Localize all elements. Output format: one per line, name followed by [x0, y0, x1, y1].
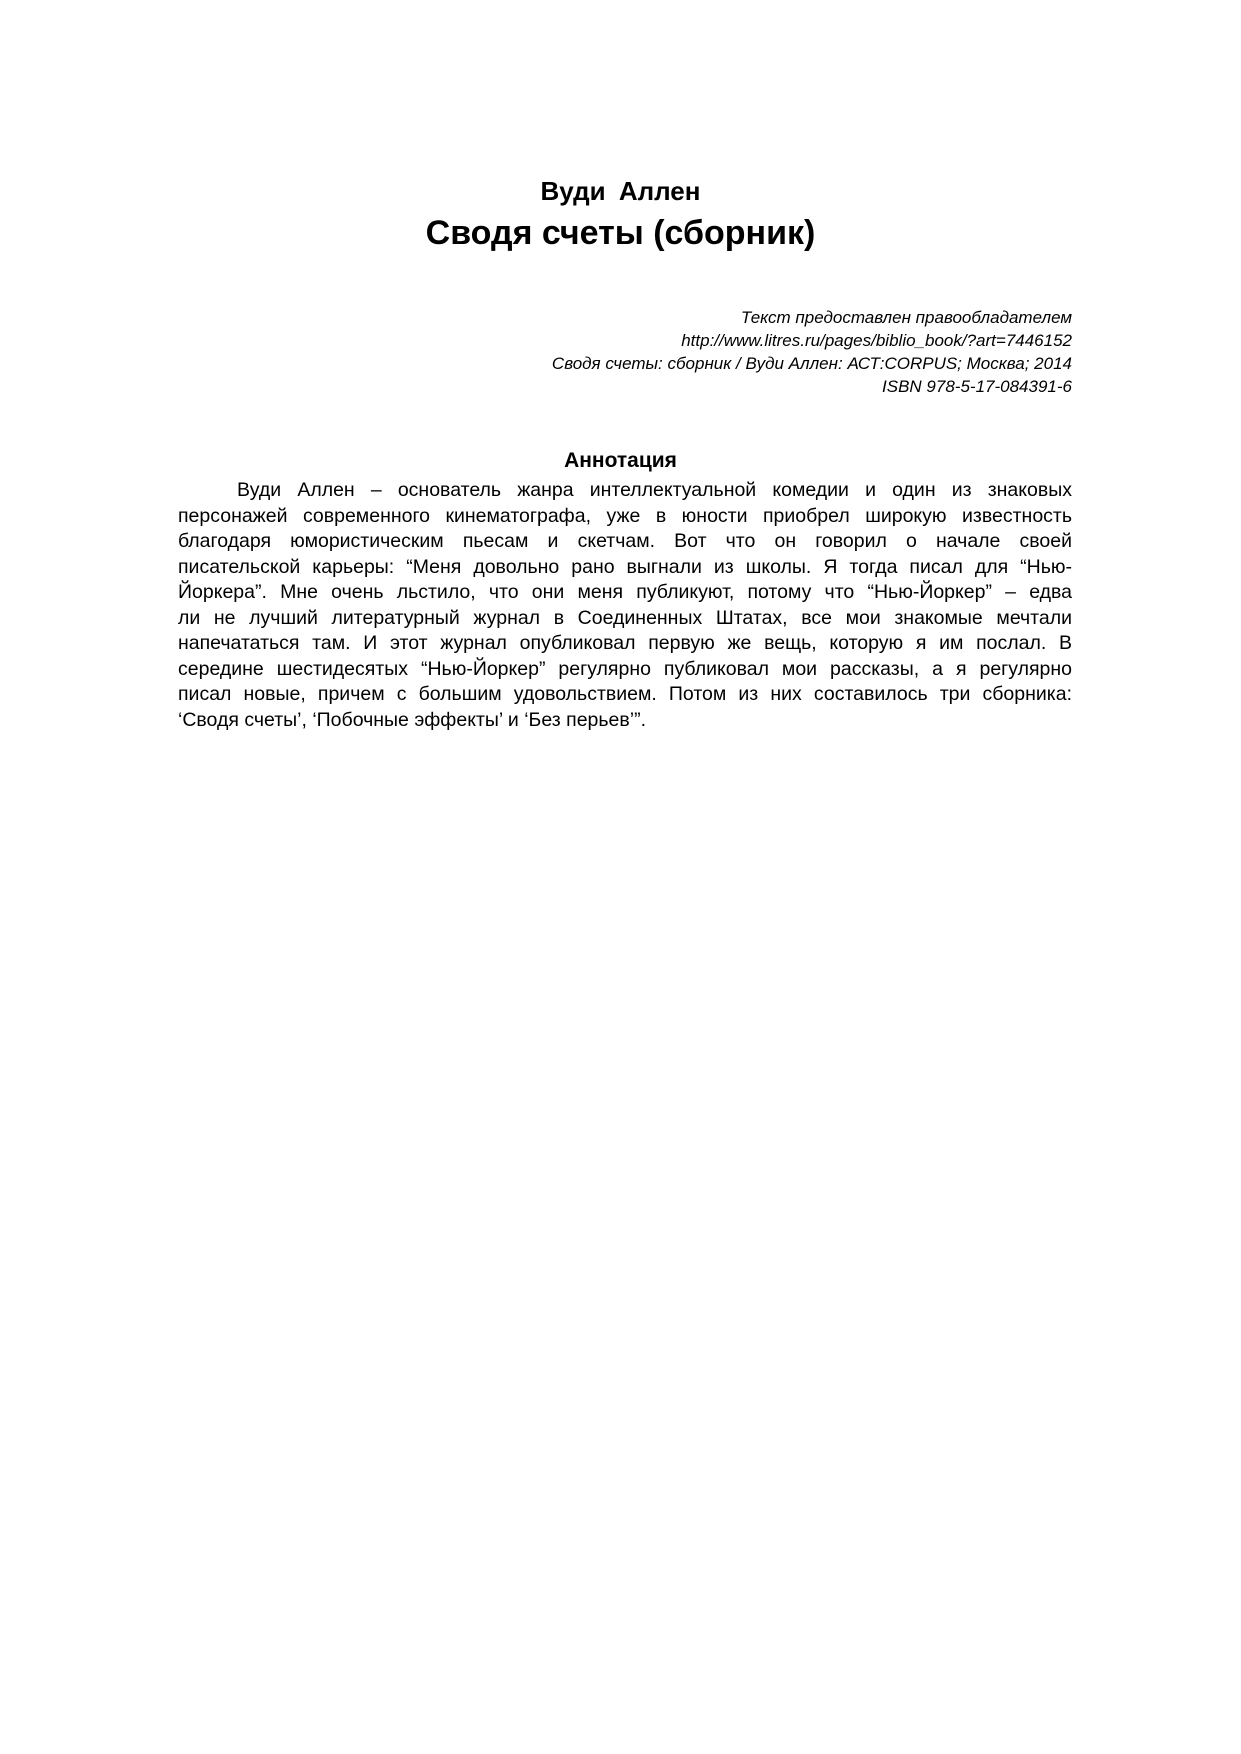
annotation-line: Йоркера”. Мне очень льстило, что они меня публикуют, потому что “Нью-Йоркер” – едва: [178, 581, 1072, 603]
annotation-line: ‘Сводя счеты’, ‘Побочные эффекты’ и ‘Без перьев’”.: [178, 708, 646, 731]
rights-holder-note: Текст предоставлен правообладателем: [740, 308, 1072, 327]
book-author: Вуди Аллен: [540, 176, 701, 206]
publication-info: [552, 306, 1072, 398]
annotation-line: середине шестидесятых “Нью-Йоркер” регулярно публиковал мои рассказы, а я регулярно: [178, 657, 1072, 680]
isbn: ISBN 978-5-17-084391-6: [882, 377, 1072, 396]
bibliographic-record: Сводя счеты: сборник / Вуди Аллен: АСТ:CORPUS; Москва; 2014: [551, 354, 1072, 373]
annotation-line: ли не лучший литературный журнал в Соединенных Штатах, все мои знакомые мечтали: [178, 606, 1072, 629]
annotation-text: [178, 478, 1072, 733]
annotation-heading: Аннотация: [564, 449, 677, 472]
annotation-line: персонажей современного кинематографа, уже в юности приобрел широкую известность: [178, 504, 1072, 527]
source-url: http://www.litres.ru/pages/biblio_book/?art=7446152: [681, 331, 1072, 350]
annotation-line: писал новые, причем с большим удовольствием. Потом из них составилось три сборника:: [178, 683, 1072, 705]
annotation-line: писательской карьеры: “Меня довольно рано выгнали из школы. Я тогда писал для “Нью-: [178, 555, 1072, 578]
annotation-line: напечататься там. И этот журнал опубликовал первую же вещь, которую я им послал. В: [178, 632, 1072, 654]
annotation-line: Вуди Аллен – основатель жанра интеллектуальной комедии и один из знаковых: [237, 479, 1072, 501]
book-title: Сводя счеты (сборник): [425, 214, 816, 252]
annotation-line: благодаря юмористическим пьесам и скетчам. Вот что он говорил о начале своей: [178, 530, 1072, 552]
